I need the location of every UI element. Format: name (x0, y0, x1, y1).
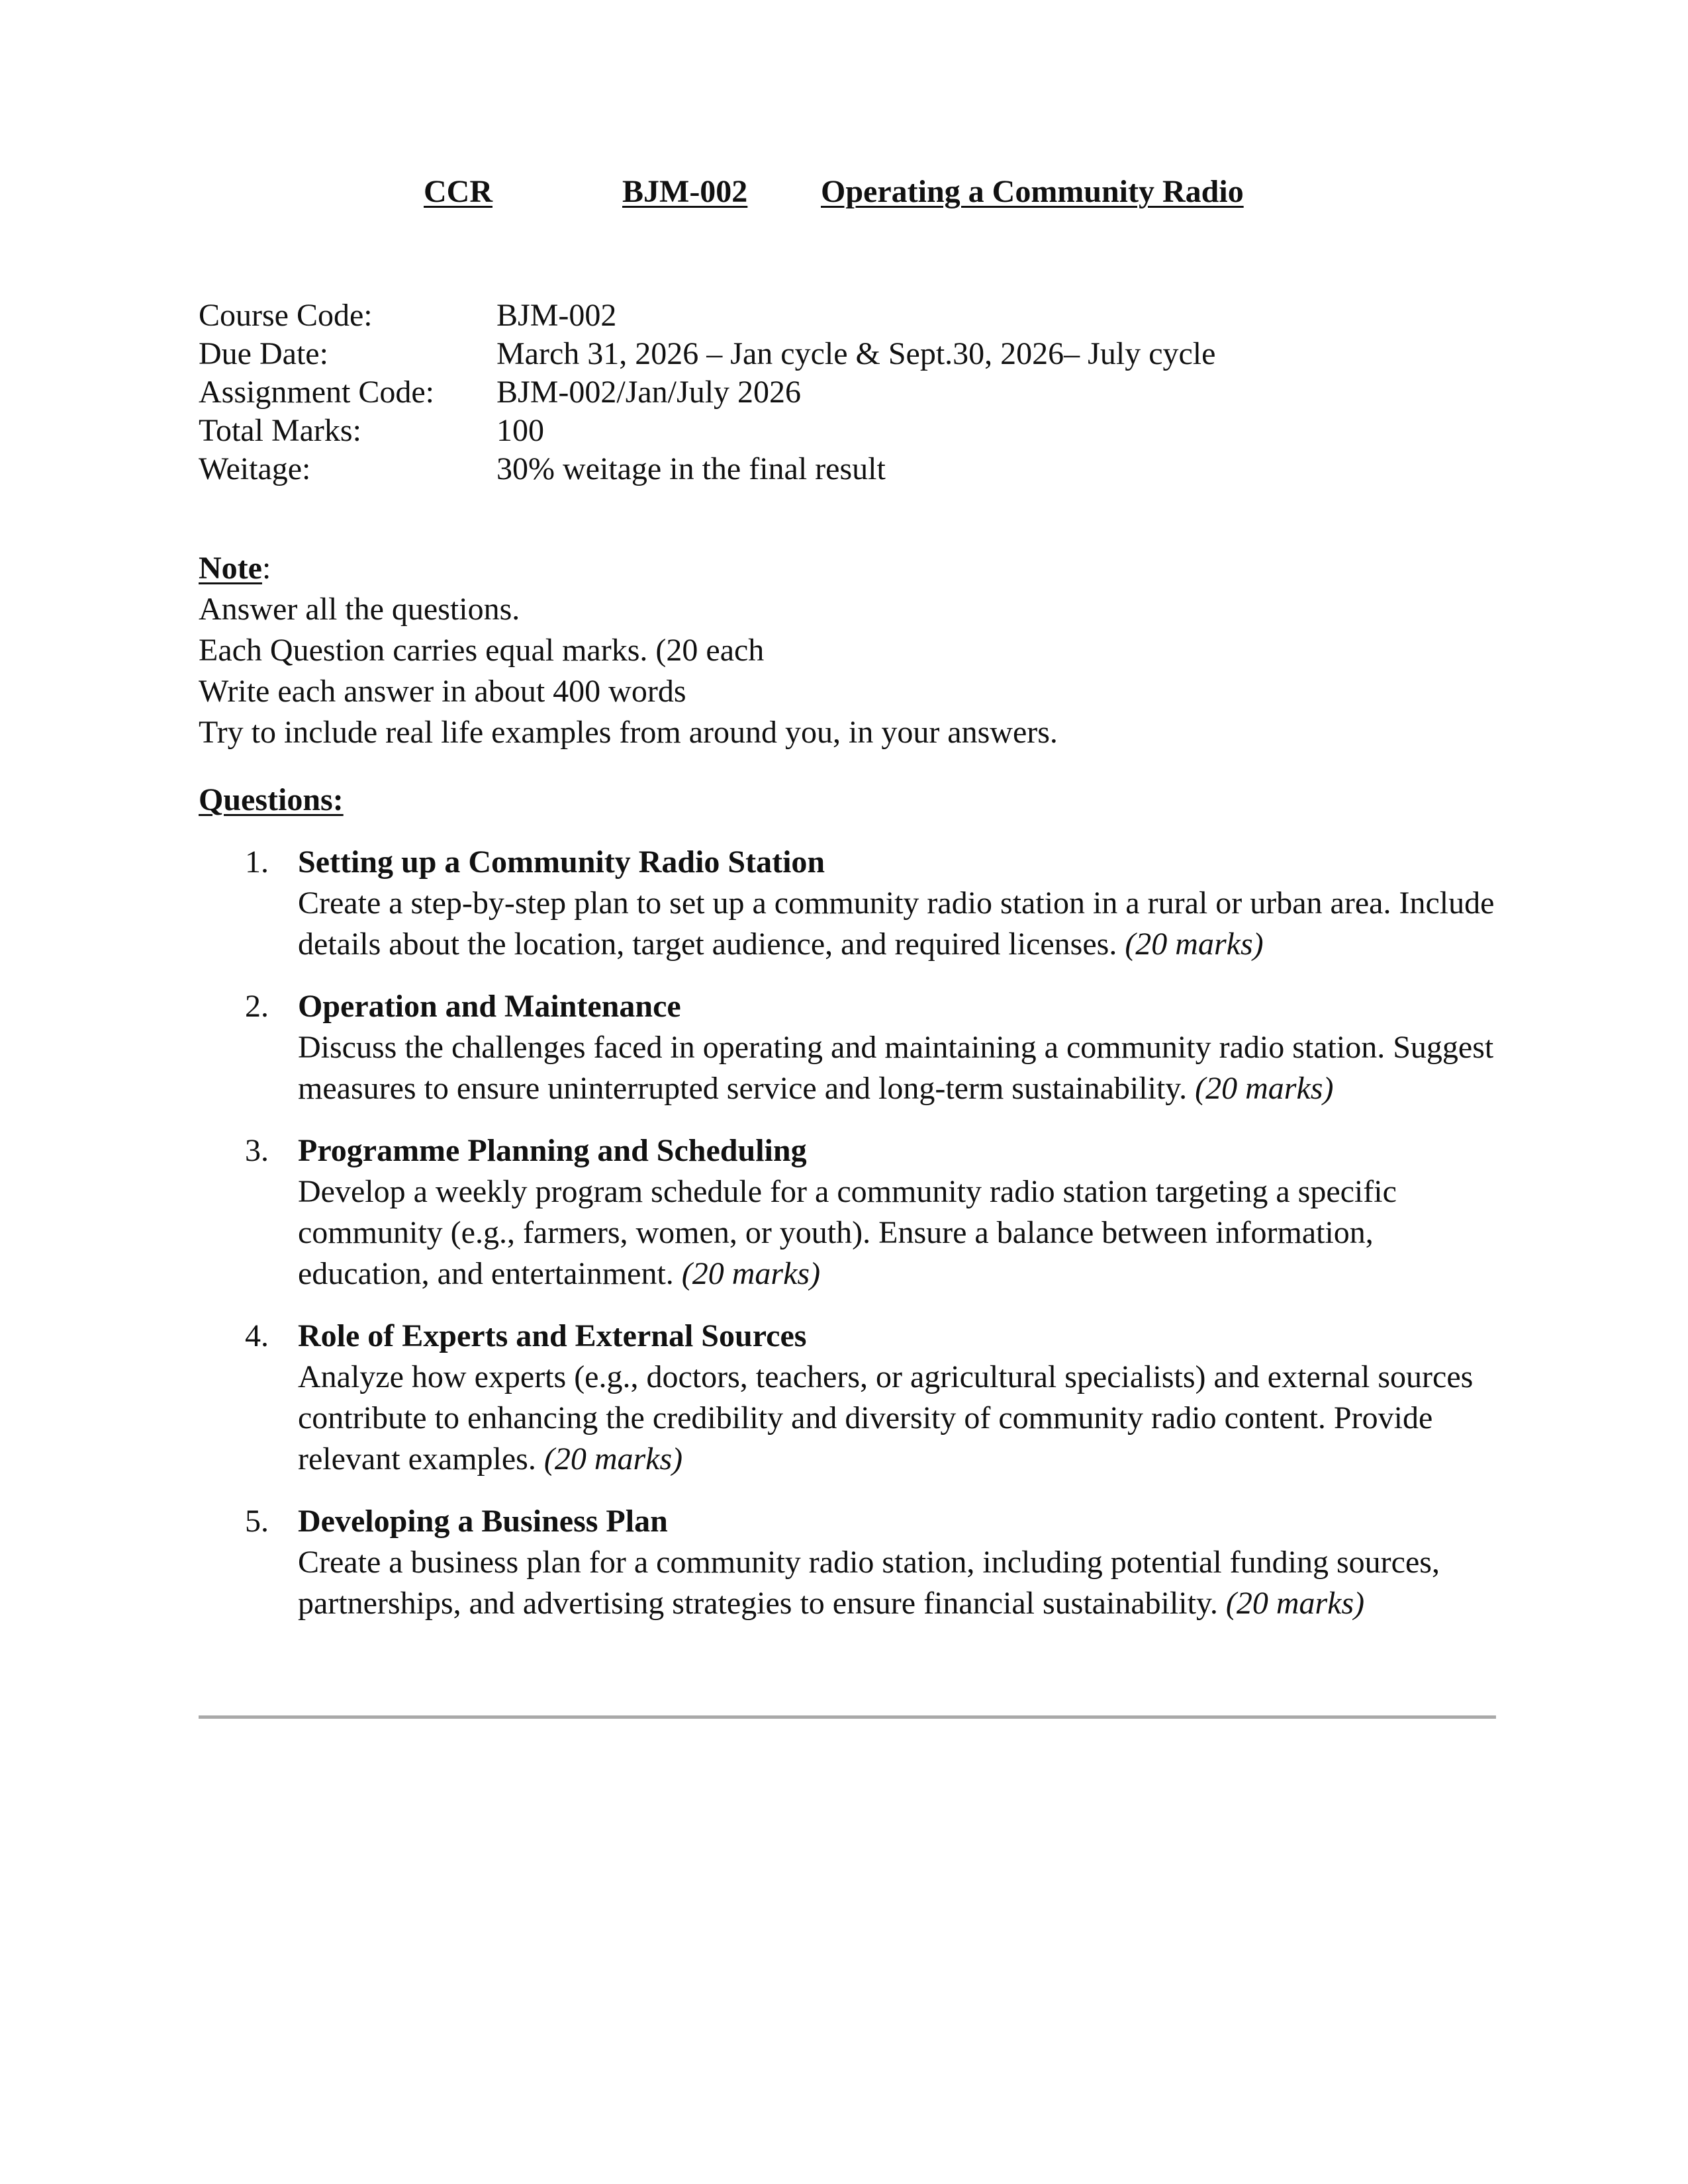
question-body: Analyze how experts (e.g., doctors, teachers, or agricultural specialists) and external sources contribute to enhancing the credibility and diversity of community radio content. Provide relevant examples. (298, 1359, 1474, 1477)
question-marks: (20 marks) (1125, 927, 1264, 962)
question-text (298, 1171, 1496, 1295)
questions-list (199, 842, 1496, 1645)
question-number: 2. (245, 989, 269, 1024)
question-body: Create a business plan for a community radio station, including potential funding sources, partnerships, and advertising strategies to ensure financial sustainability. (298, 1545, 1440, 1621)
note-line: Each Question carries equal marks. (20 each (199, 633, 765, 668)
note-heading-colon: : (261, 551, 271, 586)
note-line: Try to include real life examples from around you, in your answers. (199, 715, 1058, 750)
program-code: CCR (424, 174, 492, 209)
question-text (298, 1542, 1496, 1624)
question-number: 3. (245, 1133, 269, 1168)
detail-label: Assignment Code: (199, 375, 434, 410)
question-body: Develop a weekly program schedule for a community radio station targeting a specific community (e.g., farmers, women, or youth). Ensure a balance between information, education, and entertainment. (298, 1174, 1397, 1291)
detail-label: Course Code: (199, 298, 373, 333)
detail-value: 100 (496, 413, 544, 448)
question-marks: (20 marks) (1195, 1071, 1334, 1106)
detail-value: 30% weitage in the final result (496, 451, 886, 486)
question-number: 5. (245, 1504, 269, 1539)
course-title-heading: Operating a Community Radio (821, 174, 1244, 209)
question-text (298, 883, 1496, 965)
question-number: 4. (245, 1318, 269, 1353)
question-title: Operation and Maintenance (298, 989, 681, 1024)
question-item (199, 986, 1496, 1109)
question-item (199, 1130, 1496, 1295)
questions-heading: Questions: (199, 782, 344, 817)
question-title: Setting up a Community Radio Station (298, 844, 825, 880)
question-item (199, 1316, 1496, 1480)
note-section (199, 548, 1058, 753)
detail-value: BJM-002 (496, 298, 617, 333)
note-line: Answer all the questions. (199, 592, 520, 627)
detail-value: BJM-002/Jan/July 2026 (496, 375, 802, 410)
detail-label: Due Date: (199, 336, 328, 371)
course-code-heading: BJM-002 (622, 174, 748, 209)
question-title: Developing a Business Plan (298, 1504, 668, 1539)
detail-label: Total Marks: (199, 413, 361, 448)
note-heading (199, 548, 1058, 589)
question-marks: (20 marks) (681, 1256, 821, 1291)
question-title: Programme Planning and Scheduling (298, 1133, 807, 1168)
question-body: Create a step-by-step plan to set up a community radio station in a rural or urban area. Include details about the location, target audience, and required licenses. (298, 886, 1495, 962)
question-marks: (20 marks) (1225, 1586, 1365, 1621)
question-title: Role of Experts and External Sources (298, 1318, 807, 1353)
question-marks: (20 marks) (543, 1441, 683, 1477)
note-heading-label: Note (199, 551, 262, 586)
question-body: Discuss the challenges faced in operating and maintaining a community radio station. Suggest measures to ensure uninterrupted service and long-term sustainability. (298, 1030, 1494, 1106)
detail-value: March 31, 2026 – Jan cycle & Sept.30, 2026– July cycle (496, 336, 1216, 371)
question-text (298, 1357, 1496, 1480)
horizontal-rule (199, 1715, 1496, 1719)
detail-label: Weitage: (199, 451, 311, 486)
question-item (199, 1501, 1496, 1624)
question-number: 1. (245, 844, 269, 880)
question-text (298, 1027, 1496, 1109)
note-line: Write each answer in about 400 words (199, 674, 686, 709)
question-item (199, 842, 1496, 965)
